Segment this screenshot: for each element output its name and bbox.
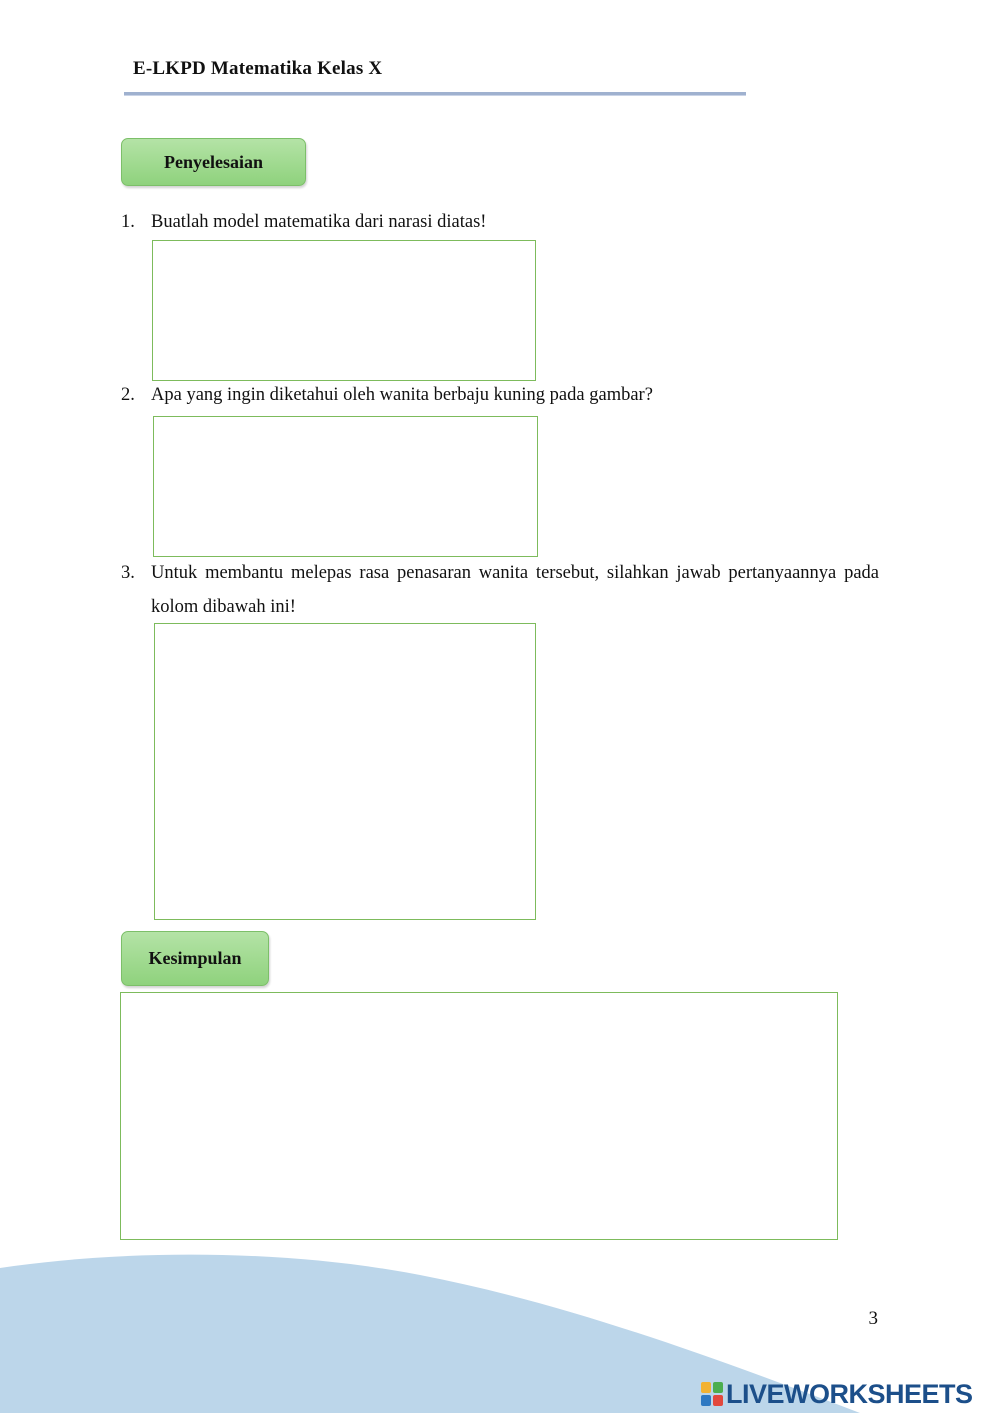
solution-section-label: Penyelesaian [121,138,306,186]
conclusion-section-label: Kesimpulan [121,931,269,986]
question-1-number: 1. [121,212,135,232]
conclusion-answer-box[interactable] [120,992,838,1240]
question-3-number: 3. [121,563,135,583]
answer-box-3[interactable] [154,623,536,920]
document-title: E-LKPD Matematika Kelas X [133,58,383,79]
liveworksheets-logo-icon [700,1381,724,1407]
question-3-text: Untuk membantu melepas rasa penasaran wanita tersebut, silahkan jawab pertanyaannya pada kolom dibawah ini! [151,563,879,617]
brand-name: LIVEWORKSHEETS [726,1378,973,1409]
page-number: 3 [868,1308,878,1329]
liveworksheets-brand [700,1378,973,1410]
question-2-text: Apa yang ingin diketahui oleh wanita berbaju kuning pada gambar? [151,385,653,405]
header-divider [124,92,746,96]
question-1-text: Buatlah model matematika dari narasi diatas! [151,212,487,232]
answer-box-1[interactable] [152,240,536,381]
question-2-number: 2. [121,385,135,405]
answer-box-2[interactable] [153,416,538,557]
